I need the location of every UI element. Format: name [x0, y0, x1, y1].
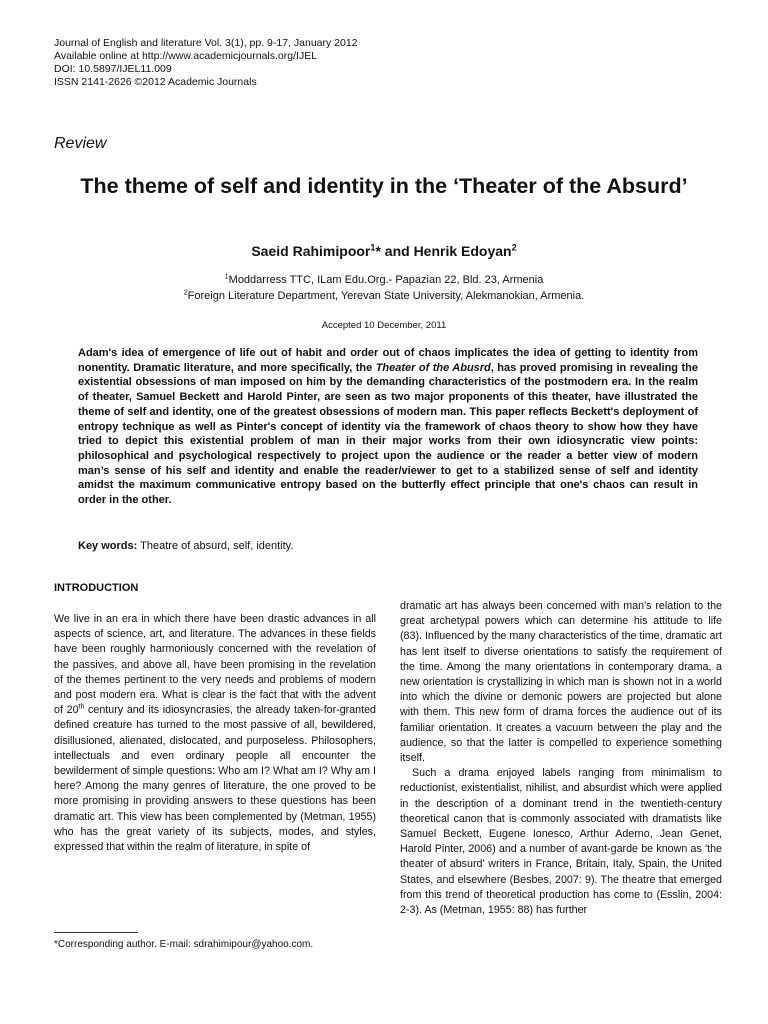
affiliation-2-mark: 2 — [183, 288, 188, 297]
left-text-1: We live in an era in which there have been drastic advances in all aspects of science, art, and literature. The advances in these fields have been roughly harmoniously concerned with the revelation of the passives, and above all, have been promising in the revelation of the themes pertinent to the very needs and problems of modern and post modern era. What is clear is the fact that with the advent of 20 — [54, 613, 376, 717]
keywords — [78, 540, 293, 552]
affiliation-1 — [54, 272, 714, 288]
journal-url: Available online at http://www.academicjournals.org/IJEL — [54, 50, 318, 62]
affiliation-1-mark: 1 — [224, 272, 229, 281]
accepted-date: Accepted 10 December, 2011 — [321, 320, 447, 331]
keywords-label: Key words: — [78, 540, 138, 552]
author-1: Saeid Rahimipoor — [251, 243, 371, 259]
journal-header — [54, 37, 358, 89]
corresponding-author-footnote: *Corresponding author. E-mail: sdrahimipour@yahoo.com. — [54, 939, 314, 950]
left-column-paragraph — [54, 612, 376, 855]
right-column — [400, 599, 722, 918]
right-column-paragraph-2: Such a drama enjoyed labels ranging from minimalism to reductionist, existentialist, nihilist, and absurdist which were applied in the description of a dominant trend in the twentieth-century theoretical canon that is commonly associated with dramatists like Samuel Beckett, Eugene Ionesco, Arthur Aderno, Jean Genet, Harold Pinter, 2006) and a number of avant-garde be known as 'the theater of absurd' writers in France, Britain, Italy, Spain, the United States, and elsewhere (Besbes, 2007: 9). The theatre that emerged from this trend of theoretical production has come to (Esslin, 2004: 2-3). As (Metman, 1955: 88) has further — [400, 767, 722, 917]
section-label: Review — [54, 135, 107, 152]
right-column-paragraph-1: dramatic art has always been concerned with man's relation to the great archetypal powers which can determine his attitude to life (83). Influenced by the many characteristics of the time, dramatic art has lent itself to diverse orientations to satisfy the requirement of the time. Among the many orientations in contemporary drama, a new orientation is crystallizing in which man is shown not in a world into which the divine or demonic powers are projected but alone with them. This new form of drama forces the audience out of its familiar orientation. It creates a vacuum between the play and the audience, so that the latter is compelled to experience something itself. — [400, 600, 722, 765]
author-2-affiliation-mark: 2 — [511, 242, 517, 253]
left-column — [54, 612, 376, 855]
abstract — [78, 346, 698, 508]
abstract-text-2: , has proved promising in revealing the existential obsessions of man imposed on him by the demanding characteristics of the postmodern era. In the realm of theater, Samuel Beckett and Harold Pinter, are seen as two major proponents of this theater, have illustrated the theme of self and identity, one of the greatest obsessions of modern man. This paper reflects Beckett's deployment of entropy technique as well as Pinter's concept of identity via the framework of chaos theory to show how they have tried to depict this existential problem of man in their major works from their own idiosyncratic view points: philosophical and psychological respectively to project upon the audience or the reader a better view of modern man’s sense of his self and identity and enable the reader/viewer to get to a stabilized sense of self and identity amidst the maximum communicative entropy based on the butterfly effect principle that one's chaos can result in order in the other. — [78, 361, 698, 507]
affiliation-2 — [54, 288, 714, 304]
author-2: Henrik Edoyan — [413, 243, 512, 259]
keywords-text: Theatre of absurd, self, identity. — [137, 540, 294, 552]
corresponding-mark: * — [375, 243, 381, 259]
journal-doi: DOI: 10.5897/IJEL11.009 — [54, 63, 172, 75]
affiliation-2-text: Foreign Literature Department, Yerevan State University, Alekmanokian, Armenia. — [187, 290, 585, 302]
paper-title: The theme of self and identity in the ‘Theater of the Absurd’ — [80, 174, 688, 198]
century-superscript: th — [78, 703, 85, 711]
introduction-heading: INTRODUCTION — [54, 582, 139, 594]
footnote-divider — [54, 932, 138, 933]
journal-citation: Journal of English and literature Vol. 3(1), pp. 9-17, January 2012 — [54, 37, 358, 49]
abstract-italic-term: Theater of the Abusrd — [375, 361, 491, 374]
abstract-text-1: Adam's idea of emergence of life out of habit and order out of chaos implicates the idea of getting to identity from nonentity. Dramatic literature, and more specifically, the — [78, 347, 698, 374]
author-line — [54, 243, 714, 259]
journal-issn: ISSN 2141-2626 ©2012 Academic Journals — [54, 76, 257, 88]
author-1-affiliation-mark: 1 — [370, 242, 376, 253]
affiliation-1-text: Moddarress TTC, ILam Edu.Org.- Papazian 22, Bld. 23, Armenia — [228, 274, 544, 286]
author-conjunction: and — [380, 243, 414, 259]
affiliations — [54, 272, 714, 304]
left-text-2: century and its idiosyncrasies, the already taken-for-granted defined creature has turned to the most passive of all, bewildered, disillusioned, alienated, dislocated, and purposeless. Philosophers, intellectuals and even ordinary people all encounter the bewilderment of simple questions: Who am I? What am I? Why am I here? Among the many genres of literature, the one proved to be more promising in providing answers to these questions has been dramatic art. This view has been complemented by (Metman, 1955) who has the great variety of its subjects, modes, and styles, expressed that within the realm of literature, in spite of — [54, 704, 376, 854]
